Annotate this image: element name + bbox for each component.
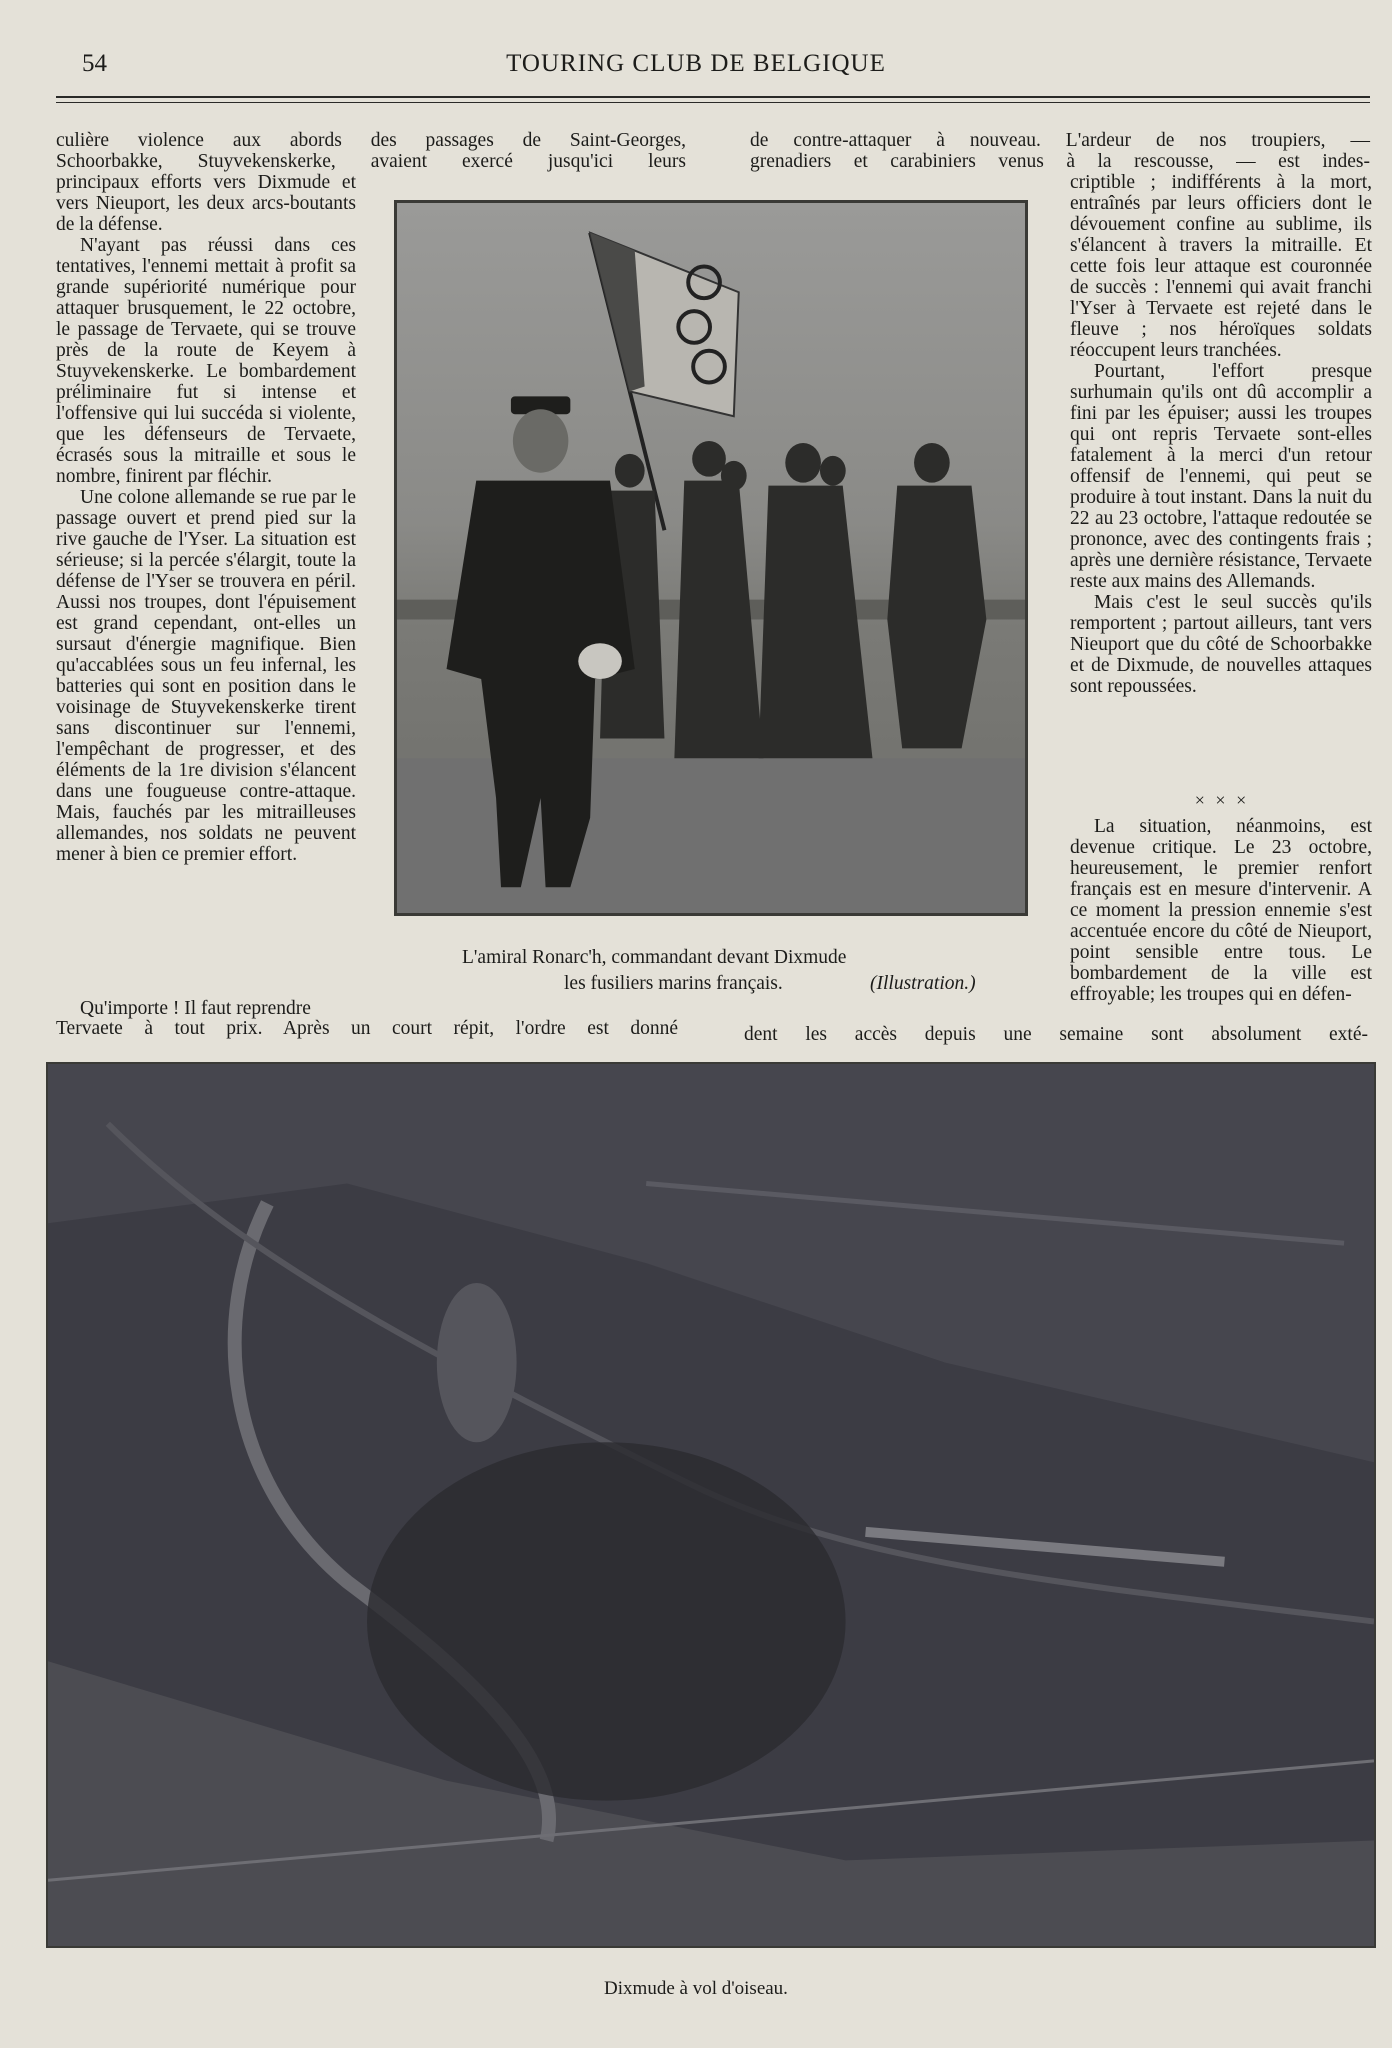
- left-paragraph-3: Une colone allemande se rue par le passage ouvert et prend pied sur la rive gauche de l'Yser. La situation est sérieuse; si la percée s'élargit, toute la défense de l'Yser se trouvera en péril. Aussi nos troupes, dont l'épuisement est grand cependant, ont-elles un sursaut d'énergie magnifique. Bien qu'accablées sous un feu infernal, les batteries qui sont en position dans le voisinage de Stuyvekenskerke tirent sans discontinuer sur l'ennemi, l'empêchant de progresser, et des éléments de la 1re division s'élancent dans une fougueuse contre-attaque. Mais, fauchés par les mitrailleuses allemandes, nos soldats ne peuvent mener à bien ce premier effort.: [56, 487, 356, 865]
- section-separator: × × ×: [1194, 790, 1250, 810]
- left-column: [56, 172, 356, 865]
- photo1-caption-line-1: L'amiral Ronarc'h, commandant devant Dixmude: [462, 947, 847, 968]
- top-left-line-2: Schoorbakke, Stuyvekenskerke, avaient exercé jusqu'ici leurs: [56, 151, 686, 172]
- top-right-line-2: grenadiers et carabiniers venus à la rescousse, — est indes-: [750, 151, 1370, 172]
- photo1-credit: (Illustration.): [870, 973, 976, 994]
- photo2-caption: Dixmude à vol d'oiseau.: [604, 1978, 788, 1999]
- bottom-right-line: dent les accès depuis une semaine sont absolument exté-: [744, 1024, 1368, 1045]
- right-column-lower: [1070, 816, 1372, 1005]
- running-header: TOURING CLUB DE BELGIQUE: [506, 50, 886, 77]
- admiral-photo-image: [397, 203, 1025, 913]
- header-rule-top: [56, 96, 1370, 98]
- top-right-line-1: de contre-attaquer à nouveau. L'ardeur de nos troupiers, —: [750, 130, 1370, 151]
- left-paragraph-4: Qu'importe ! Il faut reprendre: [80, 998, 311, 1019]
- photo1-caption-line-2: les fusiliers marins français.: [564, 973, 783, 994]
- header-rule-bottom: [56, 102, 1370, 103]
- right-paragraph-2: Pourtant, l'effort presque surhumain qu'ils ont dû accomplir a fini par les épuiser; aussi les troupes qui ont repris Tervaete sont-elles fatalement à la merci d'un retour offensif de l'ennemi, qui peut se produire à tout instant. Dans la nuit du 22 au 23 octobre, l'attaque redoutée se prononce, avec des contingents frais ; après une dernière résistance, Tervaete reste aux mains des Allemands.: [1070, 361, 1372, 592]
- bottom-left-line: Tervaete à tout prix. Après un court répit, l'ordre est donné: [56, 1018, 678, 1039]
- left-paragraph-1: principaux efforts vers Dixmude et vers Nieuport, les deux arcs-boutants de la défense.: [56, 172, 356, 235]
- right-paragraph-4: La situation, néanmoins, est devenue critique. Le 23 octobre, heureusement, le premier renfort français est en mesure d'intervenir. A ce moment la pression ennemie s'est accentuée encore du côté de Nieuport, point sensible entre tous. Le bombardement de la ville est effroyable; les troupes qui en défen-: [1070, 816, 1372, 1005]
- aerial-photo: [46, 1062, 1376, 1948]
- left-paragraph-2: N'ayant pas réussi dans ces tentatives, l'ennemi mettait à profit sa grande supériorité numérique pour attaquer brusquement, le 22 octobre, le passage de Tervaete, qui se trouve près de la route de Keyem à Stuyvekenskerke. Le bombardement préliminaire fut si intense et l'offensive qui lui succéda si violente, que les défenseurs de Tervaete, écrasés sous la mitraille et sous le nombre, finirent par fléchir.: [56, 235, 356, 487]
- right-column-upper: [1070, 172, 1372, 697]
- right-paragraph-3: Mais c'est le seul succès qu'ils remportent ; partout ailleurs, tant vers Nieuport que du côté de Schoorbakke et de Dixmude, de nouvelles attaques sont repoussées.: [1070, 592, 1372, 697]
- right-paragraph-1: criptible ; indifférents à la mort, entraînés par leurs officiers dont le dévouement confine au sublime, ils s'élancent à travers la mitraille. Et cette fois leur attaque est couronnée de succès : l'ennemi qui avait franchi l'Yser à Tervaete est rejeté dans le fleuve ; nos héroïques soldats réoccupent leurs tranchées.: [1070, 172, 1372, 361]
- aerial-photo-image: [48, 1064, 1374, 1946]
- admiral-photo: [394, 200, 1028, 916]
- top-left-line-1: culière violence aux abords des passages de Saint-Georges,: [56, 130, 686, 151]
- page-number: 54: [82, 50, 107, 77]
